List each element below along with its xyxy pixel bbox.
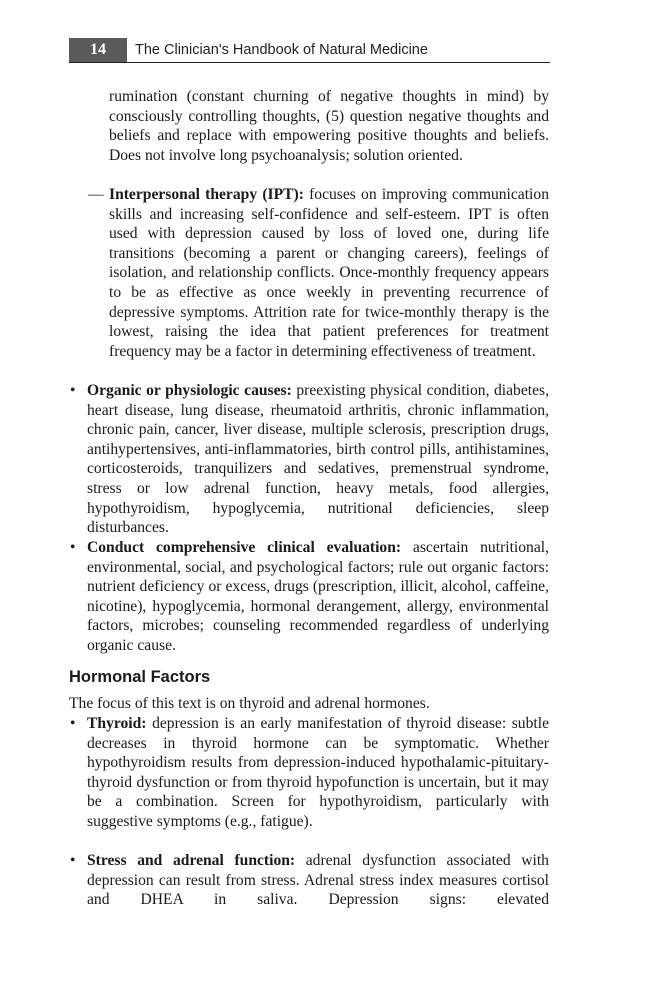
bullet-clinical-evaluation (87, 538, 549, 656)
section-intro (69, 694, 550, 714)
bullet-text: preexisting physical condition, diabetes, heart disease, lung disease, rheumatoid arthritis, chronic inflammation, chronic pain, cancer, liver disease, multiple sclerosis, prescription drugs, antihypertensives, anti-inflammatories, birth control pills, antihistamines, corticosteroids, tranquilizers and sedatives, premenstrual syndrome, stress or low adrenal function, heavy metals, food allergies, hypothyroidism, hypoglycemia, nutritional deficiencies, sleep disturbances. (87, 382, 549, 537)
bullet-text: adrenal dysfunction associated with depression can result from stress. Adrenal stress index measures cortisol and DHEA in saliva. Depression signs: elevated (87, 852, 549, 909)
bullet-text: depression is an early manifestation of thyroid disease: subtle decreases in thyroid hormone can be symptomatic. Whether hypothyroidism results from depression-induced hypothalamic-pituitary-thyroid dysfunction or from thyroid hypofunction is uncertain, but it may be a combination. Screen for hypothyroidism, particularly with suggestive symptoms (e.g., fatigue). (87, 715, 549, 830)
page-header (69, 38, 550, 63)
dash-marker: — (88, 186, 104, 203)
bullet-organic-causes (87, 381, 549, 538)
bullet-stress-adrenal (87, 851, 549, 910)
bullet-label: Organic or physiologic causes: (87, 382, 292, 399)
bullet-thyroid (87, 714, 549, 832)
page-number: 14 (69, 38, 127, 62)
header-rule (69, 62, 550, 63)
section-heading: Hormonal Factors (69, 668, 211, 686)
bullet-marker: • (70, 539, 76, 556)
continuation-paragraph (109, 87, 549, 165)
continuation-text: rumination (constant churning of negative thoughts in mind) by consciously controlling thoughts, (5) question negative thoughts and beliefs and replace with empowering positive thoughts and beliefs. Does not involve long psychoanalysis; solution oriented. (109, 88, 549, 164)
ipt-item (109, 185, 549, 361)
ipt-text: focuses on improving communication skills and increasing self-confidence and self-esteem. IPT is often used with depression caused by loss of loved one, during life transitions (becoming a parent or changing careers), feelings of isolation, and relationship conflicts. Once-monthly frequency appears to be as effective as once weekly in preventing recurrence of depressive symptoms. Attrition rate for twice-monthly therapy is the lowest, raising the idea that patient preferences for treatment frequency may be a factor in determining effectiveness of treatment. (109, 186, 549, 360)
bullet-marker: • (70, 715, 76, 732)
bullet-label: Stress and adrenal function: (87, 852, 296, 869)
bullet-label: Thyroid: (87, 715, 147, 732)
bullet-marker: • (70, 852, 76, 869)
bullet-text: ascertain nutritional, environmental, social, and psychological factors; rule out organic factors: nutrient deficiency or excess, drugs (prescription, illicit, alcohol, caffeine, nicotine), hypoglycemia, hormonal derangement, allergy, environmental factors, microbes; counseling recommended regardless of underlying organic cause. (87, 539, 550, 654)
bullet-label: Conduct comprehensive clinical evaluation: (87, 539, 402, 556)
running-title: The Clinician's Handbook of Natural Medicine (135, 42, 428, 58)
bullet-marker: • (70, 382, 76, 399)
section-intro-text: The focus of this text is on thyroid and adrenal hormones. (69, 695, 430, 712)
ipt-label: Interpersonal therapy (IPT): (109, 186, 304, 203)
